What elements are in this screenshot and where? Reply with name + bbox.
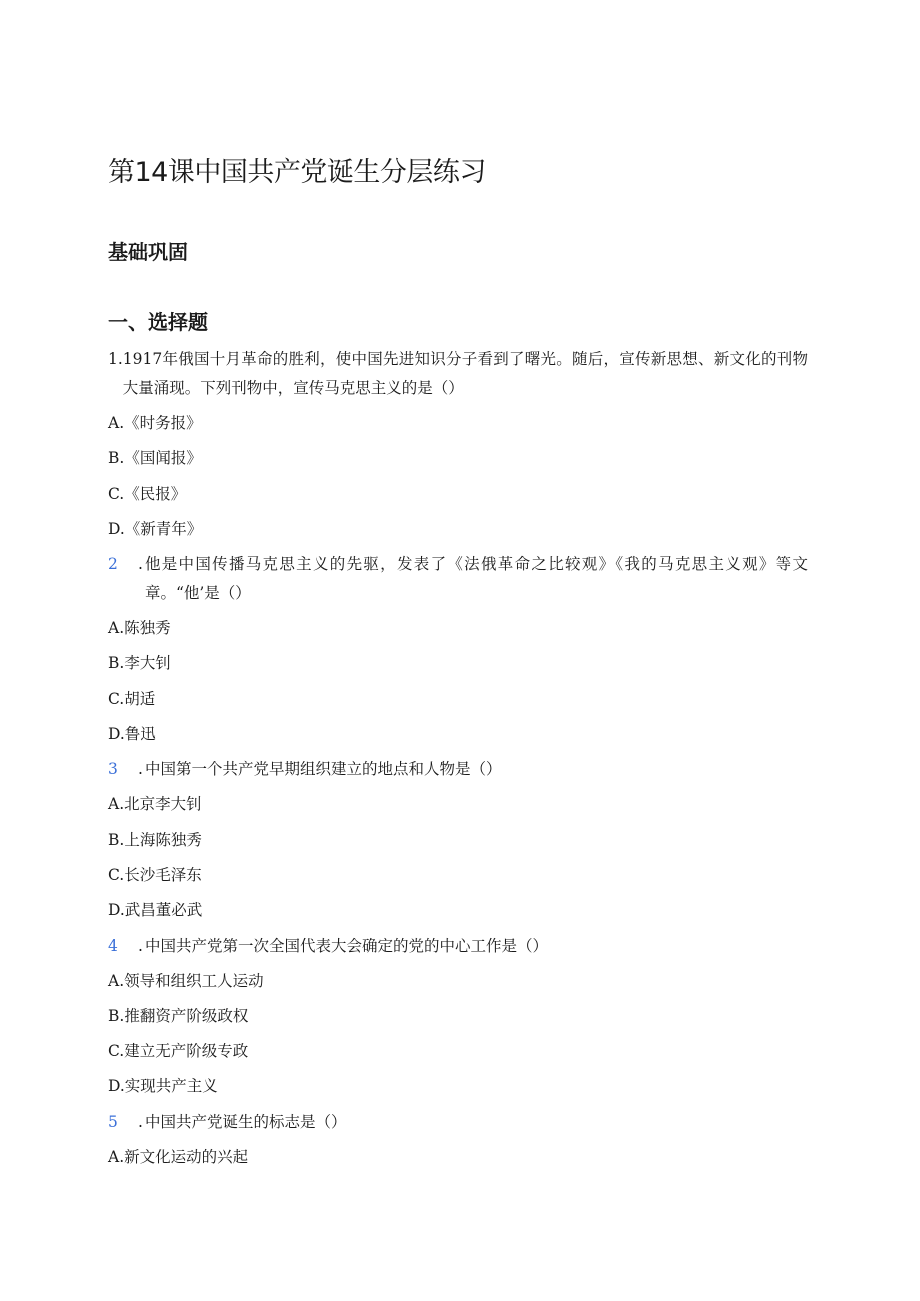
question-text: 中国第一个共产党早期组织建立的地点和人物是（）: [144, 760, 502, 779]
question-text: 他是中国传播马克思主义的先驱，发表了《法俄革命之比较观》《我的马克思主义观》等文章。“他’是（）: [144, 555, 808, 603]
question-number-dot: .: [138, 1112, 143, 1131]
question-3-option-b: B.上海陈独秀: [108, 830, 202, 849]
question-number: 5: [108, 1112, 118, 1131]
question-3-option-a: A.北京李大钊: [108, 795, 202, 814]
question-4: [108, 932, 808, 961]
question-4-option-b: B.推翻资产阶级政权: [108, 1006, 249, 1025]
question-2: [108, 550, 808, 608]
question-number: 4: [108, 936, 118, 955]
question-1-option-c: C.《民报》: [108, 484, 187, 503]
question-3: [108, 755, 808, 784]
question-text: 中国共产党诞生的标志是（）: [144, 1112, 347, 1131]
question-1: [108, 345, 808, 403]
question-text: 1917年俄国十月革命的胜利，使中国先进知识分子看到了曙光。随后，宣传新思想、新文化的刊物大量涌现。下列刊物中，宣传马克思主义的是（）: [122, 350, 808, 397]
question-number-dot: .: [138, 555, 143, 574]
question-text: 中国共产党第一次全国代表大会确定的党的中心工作是（）: [144, 936, 548, 955]
question-number: 1.: [108, 350, 123, 368]
question-number-dot: .: [138, 760, 143, 779]
question-4-option-d: D.实现共产主义: [108, 1077, 218, 1096]
question-2-option-c: C.胡适: [108, 689, 156, 708]
question-4-option-c: C.建立无产阶级专政: [108, 1042, 249, 1061]
section-heading: 基础巩固: [108, 240, 188, 264]
question-number: 3: [108, 760, 118, 779]
part-heading: 一、选择题: [108, 310, 208, 334]
question-3-option-d: D.武昌董必武: [108, 901, 203, 920]
question-number-dot: .: [138, 936, 143, 955]
question-5-option-a: A.新文化运动的兴起: [108, 1147, 249, 1166]
question-number: 2: [108, 555, 118, 574]
question-2-option-a: A.陈独秀: [108, 619, 171, 638]
question-4-option-a: A.领导和组织工人运动: [108, 971, 264, 990]
question-list: [108, 345, 808, 1178]
question-5: [108, 1108, 808, 1137]
page-title: 第14课中国共产党诞生分层练习: [108, 157, 486, 188]
question-2-option-d: D.鲁迅: [108, 725, 156, 744]
question-3-option-c: C.长沙毛泽东: [108, 865, 202, 884]
question-1-option-b: B.《国闻报》: [108, 449, 202, 468]
question-1-option-a: A.《时务报》: [108, 414, 202, 432]
question-1-option-d: D.《新青年》: [108, 519, 203, 538]
question-2-option-b: B.李大钊: [108, 654, 171, 673]
